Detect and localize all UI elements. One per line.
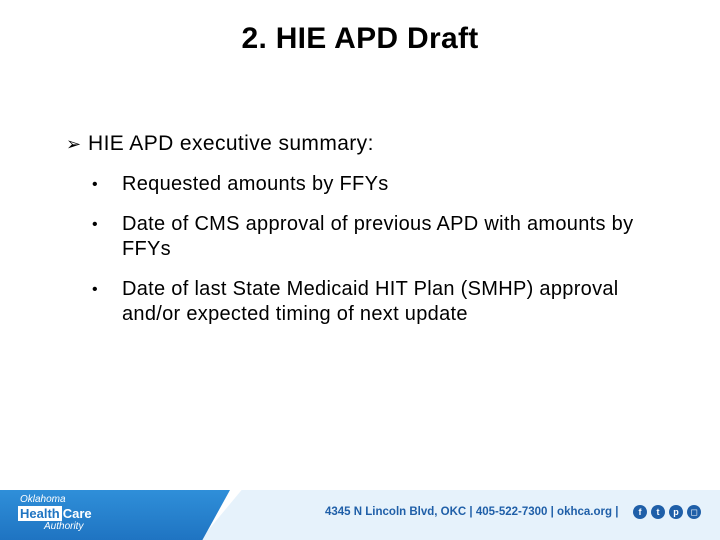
bullet-dot-icon: •: [92, 216, 98, 233]
pinterest-icon[interactable]: p: [669, 505, 683, 519]
sub-bullet-list: [92, 172, 652, 342]
twitter-icon[interactable]: t: [651, 505, 665, 519]
bullet-dot-icon: •: [92, 176, 98, 193]
main-bullet-text: HIE APD executive summary:: [88, 132, 374, 155]
sub-bullet-item: [92, 277, 652, 327]
logo-care-text: Care: [62, 506, 92, 521]
footer-bar: [0, 490, 720, 540]
okhca-logo: [18, 494, 108, 536]
bullet-dot-icon: •: [92, 281, 98, 298]
instagram-icon[interactable]: ◻: [687, 505, 701, 519]
arrow-bullet-icon: ➢: [66, 134, 82, 154]
sub-bullet-text: Date of CMS approval of previous APD with amounts by FFYs: [122, 213, 634, 260]
sub-bullet-text: Requested amounts by FFYs: [122, 173, 389, 195]
logo-health-text: Health: [20, 506, 60, 521]
logo-state-text: Oklahoma: [20, 494, 66, 505]
footer-contact-info: 4345 N Lincoln Blvd, OKC | 405-522-7300 | okhca.org |: [325, 506, 619, 518]
sub-bullet-item: [92, 172, 652, 197]
logo-main-text: [18, 506, 92, 521]
logo-authority-text: Authority: [44, 521, 84, 532]
slide-title: 2. HIE APD Draft: [241, 22, 479, 55]
sub-bullet-text: Date of last State Medicaid HIT Plan (SMHP) approval and/or expected timing of next update: [122, 278, 619, 325]
main-bullet: [66, 130, 374, 158]
sub-bullet-item: [92, 212, 652, 262]
facebook-icon[interactable]: f: [633, 505, 647, 519]
social-icons: [633, 505, 701, 519]
